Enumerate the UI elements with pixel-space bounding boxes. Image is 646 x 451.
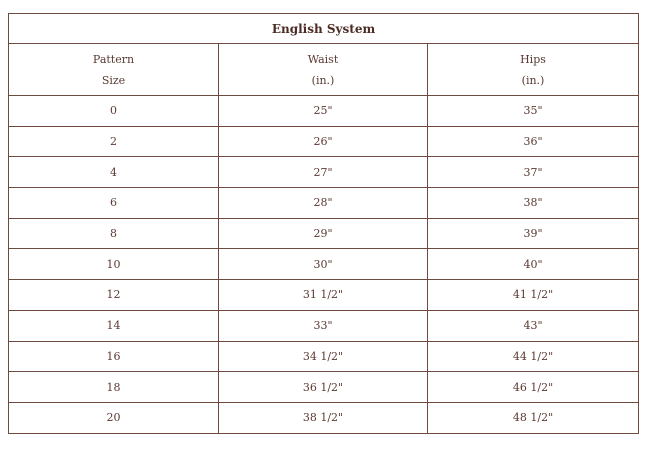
table-row [9,280,639,311]
table-title: English System [9,14,639,44]
cell-waist: 34 1/2" [219,341,428,372]
cell-pattern-size: 6 [9,188,219,219]
column-header-line: Size [101,73,126,87]
cell-pattern-size: 2 [9,126,219,157]
cell-waist: 36 1/2" [219,372,428,403]
cell-pattern-size: 20 [9,402,219,433]
cell-pattern-size: 14 [9,310,219,341]
table-body [9,96,639,434]
cell-hips: 46 1/2" [428,372,639,403]
cell-pattern-size: 4 [9,157,219,188]
table-row [9,157,639,188]
column-header-line: Pattern [92,52,135,66]
cell-waist: 30" [219,249,428,280]
cell-hips: 43" [428,310,639,341]
table-row [9,188,639,219]
cell-waist: 26" [219,126,428,157]
table-row [9,126,639,157]
table-row [9,372,639,403]
cell-hips: 48 1/2" [428,402,639,433]
cell-waist: 27" [219,157,428,188]
cell-hips: 38" [428,188,639,219]
cell-pattern-size: 18 [9,372,219,403]
table-row [9,402,639,433]
table-row [9,249,639,280]
cell-hips: 39" [428,218,639,249]
cell-hips: 40" [428,249,639,280]
table-title-row [9,14,639,44]
cell-waist: 38 1/2" [219,402,428,433]
cell-waist: 33" [219,310,428,341]
cell-waist: 29" [219,218,428,249]
column-header-hips [428,44,639,96]
cell-pattern-size: 10 [9,249,219,280]
cell-pattern-size: 0 [9,96,219,127]
cell-waist: 28" [219,188,428,219]
cell-pattern-size: 8 [9,218,219,249]
size-chart-table [8,13,639,434]
column-header-waist [219,44,428,96]
table-row [9,310,639,341]
cell-hips: 41 1/2" [428,280,639,311]
cell-hips: 36" [428,126,639,157]
column-header-pattern-size [9,44,219,96]
cell-hips: 37" [428,157,639,188]
cell-waist: 31 1/2" [219,280,428,311]
column-header-line: (in.) [311,73,335,87]
cell-waist: 25" [219,96,428,127]
table-row [9,96,639,127]
column-header-line: (in.) [521,73,545,87]
table-row [9,218,639,249]
cell-pattern-size: 12 [9,280,219,311]
table-header-row [9,44,639,96]
cell-hips: 44 1/2" [428,341,639,372]
column-header-line: Waist [307,52,339,66]
cell-pattern-size: 16 [9,341,219,372]
column-header-line: Hips [520,52,546,66]
cell-hips: 35" [428,96,639,127]
table-row [9,341,639,372]
